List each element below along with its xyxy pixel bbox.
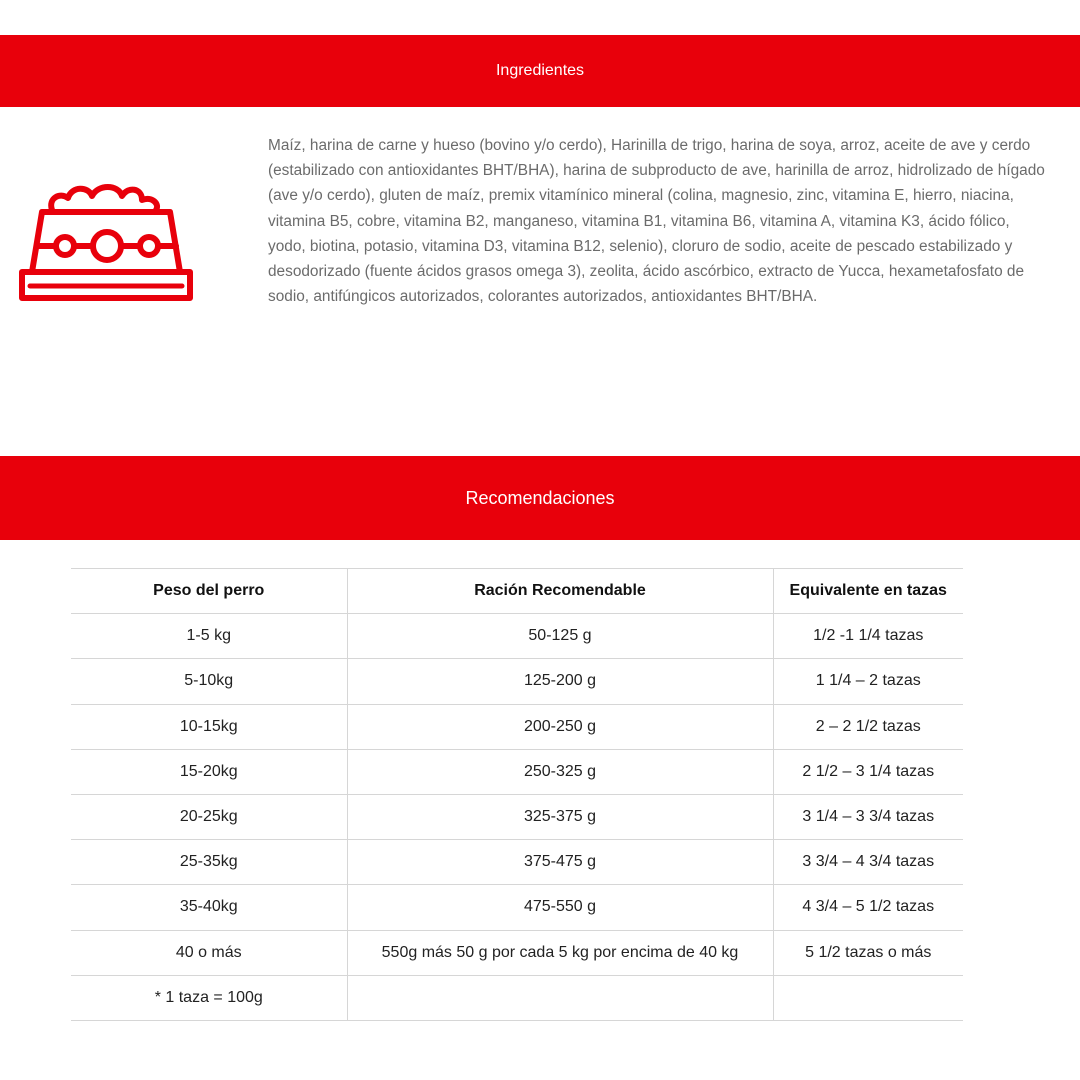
table-row (71, 930, 963, 975)
header-recommended-ration: Ración Recomendable (347, 569, 773, 614)
food-bowl-icon (18, 180, 194, 304)
table-row (71, 614, 963, 659)
header-dog-weight: Peso del perro (71, 569, 347, 614)
table-row (71, 704, 963, 749)
table-row (71, 794, 963, 839)
ingredients-text: Maíz, harina de carne y hueso (bovino y/o cerdo), Harinilla de trigo, harina de soya, arroz, aceite de ave y cerdo (estabilizado con antioxidantes BHT/BHA), harina de subproducto de ave, harinilla de arroz, hidrolizado de hígado (ave y/o cerdo), gluten de maíz, premix vitamínico mineral (colina, magnesio, zinc, vitamina E, hierro, niacina, vitamina B5, cobre, vitamina B2, manganeso, vitamina B1, vitamina B6, vitamina A, vitamina K3, ácido fólico, yodo, biotina, potasio, vitamina D3, vitamina B12, selenio), cloruro de sodio, aceite de pescado estabilizado y desodorizado (fuente ácidos grasos omega 3), zeolita, ácido ascórbico, extracto de Yucca, hexametafosfato de sodio, antifúngicos autorizados, colorantes autorizados, antioxidantes BHT/BHA. (268, 137, 1045, 306)
cell-weight: 15-20kg (71, 749, 347, 794)
cell-cups: 5 1/2 tazas o más (773, 930, 963, 975)
cell-ration: 375-475 g (347, 840, 773, 885)
cell-ration: 50-125 g (347, 614, 773, 659)
cell-ration: 550g más 50 g por cada 5 kg por encima de 40 kg (347, 930, 773, 975)
cell-weight: 40 o más (71, 930, 347, 975)
cell-ration: 475-550 g (347, 885, 773, 930)
cell-ration: 200-250 g (347, 704, 773, 749)
cell-cups: 2 1/2 – 3 1/4 tazas (773, 749, 963, 794)
cell-ration: 250-325 g (347, 749, 773, 794)
ingredients-title: Ingredientes (495, 62, 585, 79)
cell-ration: 325-375 g (347, 794, 773, 839)
cell-weight: 1-5 kg (71, 614, 347, 659)
recommendations-table (71, 568, 963, 1021)
cup-footnote: * 1 taza = 100g (71, 975, 347, 1020)
cell-weight: 5-10kg (71, 659, 347, 704)
cell-weight: 20-25kg (71, 794, 347, 839)
cell-ration (347, 975, 773, 1020)
cell-cups: 1 1/4 – 2 tazas (773, 659, 963, 704)
header-cup-equivalent: Equivalente en tazas (773, 569, 963, 614)
table-header-row (71, 569, 963, 614)
cell-weight: 10-15kg (71, 704, 347, 749)
cell-cups (773, 975, 963, 1020)
cell-cups: 2 – 2 1/2 tazas (773, 704, 963, 749)
cell-cups: 3 3/4 – 4 3/4 tazas (773, 840, 963, 885)
cell-cups: 3 1/4 – 3 3/4 tazas (773, 794, 963, 839)
cell-ration: 125-200 g (347, 659, 773, 704)
cell-cups: 1/2 -1 1/4 tazas (773, 614, 963, 659)
table-row (71, 840, 963, 885)
ingredients-banner (0, 35, 1080, 107)
table-row (71, 749, 963, 794)
cell-weight: 25-35kg (71, 840, 347, 885)
recommendations-banner (0, 456, 1080, 540)
table-row (71, 659, 963, 704)
recommendations-title: Recomendaciones (465, 487, 615, 508)
cell-cups: 4 3/4 – 5 1/2 tazas (773, 885, 963, 930)
cell-weight: 35-40kg (71, 885, 347, 930)
table-row (71, 885, 963, 930)
table-footnote-row (71, 975, 963, 1020)
